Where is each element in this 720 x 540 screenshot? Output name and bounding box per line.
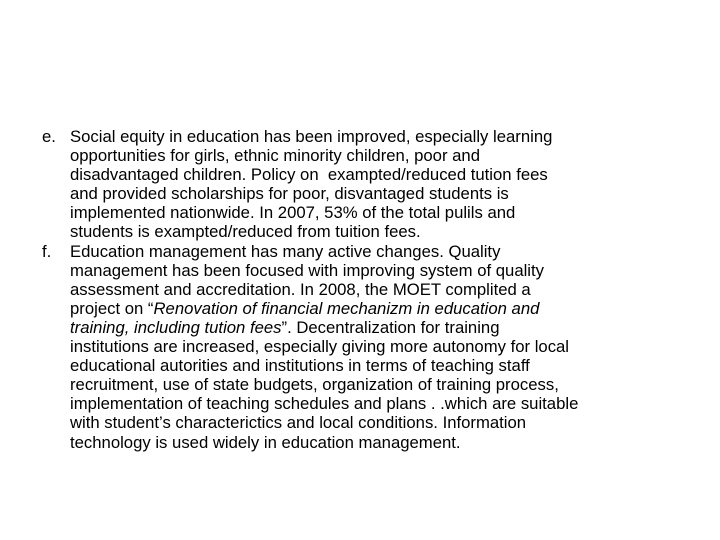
text-line bbox=[70, 299, 678, 318]
line-text: Social equity in education has been improved, especially learning bbox=[70, 127, 553, 146]
line-text: Education management has many active changes. Quality bbox=[70, 241, 501, 261]
text-line: institutions are increased, especially giving more autonomy for local bbox=[70, 337, 570, 357]
text-line: recruitment, use of state budgets, organization of training process, bbox=[70, 375, 559, 395]
text-line: assessment and accreditation. In 2008, the MOET complited a bbox=[70, 279, 531, 299]
text-line: students is exampted/reduced from tuition fees. bbox=[70, 222, 421, 242]
text-line: educational autorities and institutions in terms of teaching staff bbox=[70, 356, 530, 376]
slide-body-text bbox=[42, 127, 678, 452]
text-line: implementation of teaching schedules and plans . .which are suitable bbox=[70, 394, 579, 414]
text-line: with student’s characterictics and local conditions. Information bbox=[70, 413, 527, 433]
italic-project-title: Renovation of financial mechanizm in education and bbox=[153, 298, 540, 318]
list-marker: e. bbox=[42, 127, 56, 146]
line-text: ”. Decentralization for training bbox=[281, 317, 500, 337]
text-line bbox=[42, 127, 678, 146]
line-text: project on “ bbox=[70, 298, 154, 318]
italic-project-title: training, including tution fees bbox=[70, 317, 282, 337]
text-line bbox=[42, 242, 678, 261]
list-item-f bbox=[42, 242, 678, 452]
text-line: opportunities for girls, ethnic minority children, poor and bbox=[70, 146, 480, 166]
text-line: implemented nationwide. In 2007, 53% of the total pulils and bbox=[70, 203, 516, 223]
text-line: technology is used widely in education management. bbox=[70, 432, 461, 452]
list-marker: f. bbox=[42, 241, 52, 261]
text-line: and provided scholarships for poor, disvantaged students is bbox=[70, 184, 509, 204]
list-item-e bbox=[42, 127, 678, 242]
text-line bbox=[70, 318, 678, 337]
text-line: management has been focused with improving system of quality bbox=[70, 260, 544, 280]
text-line: disadvantaged children. Policy on exampted/reduced tution fees bbox=[70, 165, 548, 185]
